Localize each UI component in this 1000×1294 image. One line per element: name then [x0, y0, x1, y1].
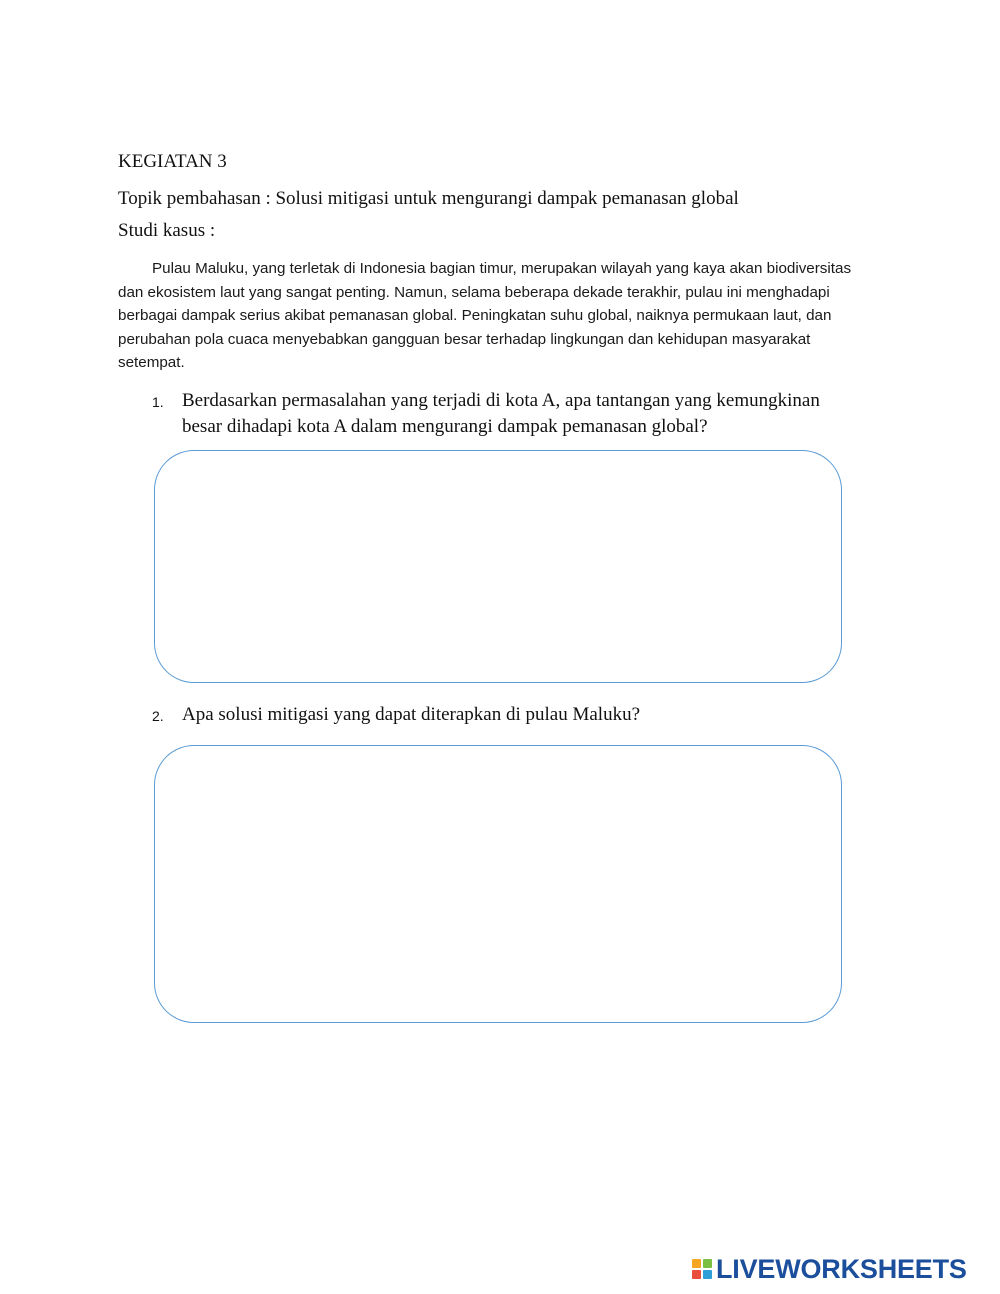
logo-square-1: [692, 1259, 701, 1268]
question-number: 1.: [152, 394, 164, 410]
question-text: Berdasarkan permasalahan yang terjadi di kota A, apa tantangan yang kemungkinan besar dihadapi kota A dalam mengurangi dampak pemanasan global?: [182, 390, 820, 437]
case-study-paragraph: Pulau Maluku, yang terletak di Indonesia bagian timur, merupakan wilayah yang kaya akan biodiversitas dan ekosistem laut yang sangat penting. Namun, selama beberapa dekade terakhir, pulau ini menghadapi berbagai dampak serius akibat pemanasan global. Peningkatan suhu global, naiknya permukaan laut, dan perubahan pola cuaca menyebabkan gangguan besar terhadap lingkungan dan kehidupan masyarakat setempat.: [118, 260, 852, 372]
liveworksheets-logo[interactable]: [692, 1254, 967, 1284]
logo-square-4: [703, 1270, 712, 1279]
question-text: Apa solusi mitigasi yang dapat diterapkan di pulau Maluku?: [182, 704, 641, 725]
answer-box-2[interactable]: [154, 745, 842, 1023]
logo-square-2: [703, 1259, 712, 1268]
answer-box-1[interactable]: [154, 450, 842, 683]
logo-wordmark: LIVEWORKSHEETS: [716, 1254, 967, 1284]
liveworksheets-logo-icon: [692, 1259, 712, 1279]
question-number: 2.: [152, 708, 164, 724]
activity-title: KEGIATAN 3: [118, 151, 227, 172]
question-2: [152, 702, 852, 730]
topic-line: Topik pembahasan : Solusi mitigasi untuk mengurangi dampak pemanasan global: [118, 188, 739, 209]
case-study-label: Studi kasus :: [118, 220, 216, 241]
logo-square-3: [692, 1270, 701, 1279]
question-1: [152, 388, 852, 442]
